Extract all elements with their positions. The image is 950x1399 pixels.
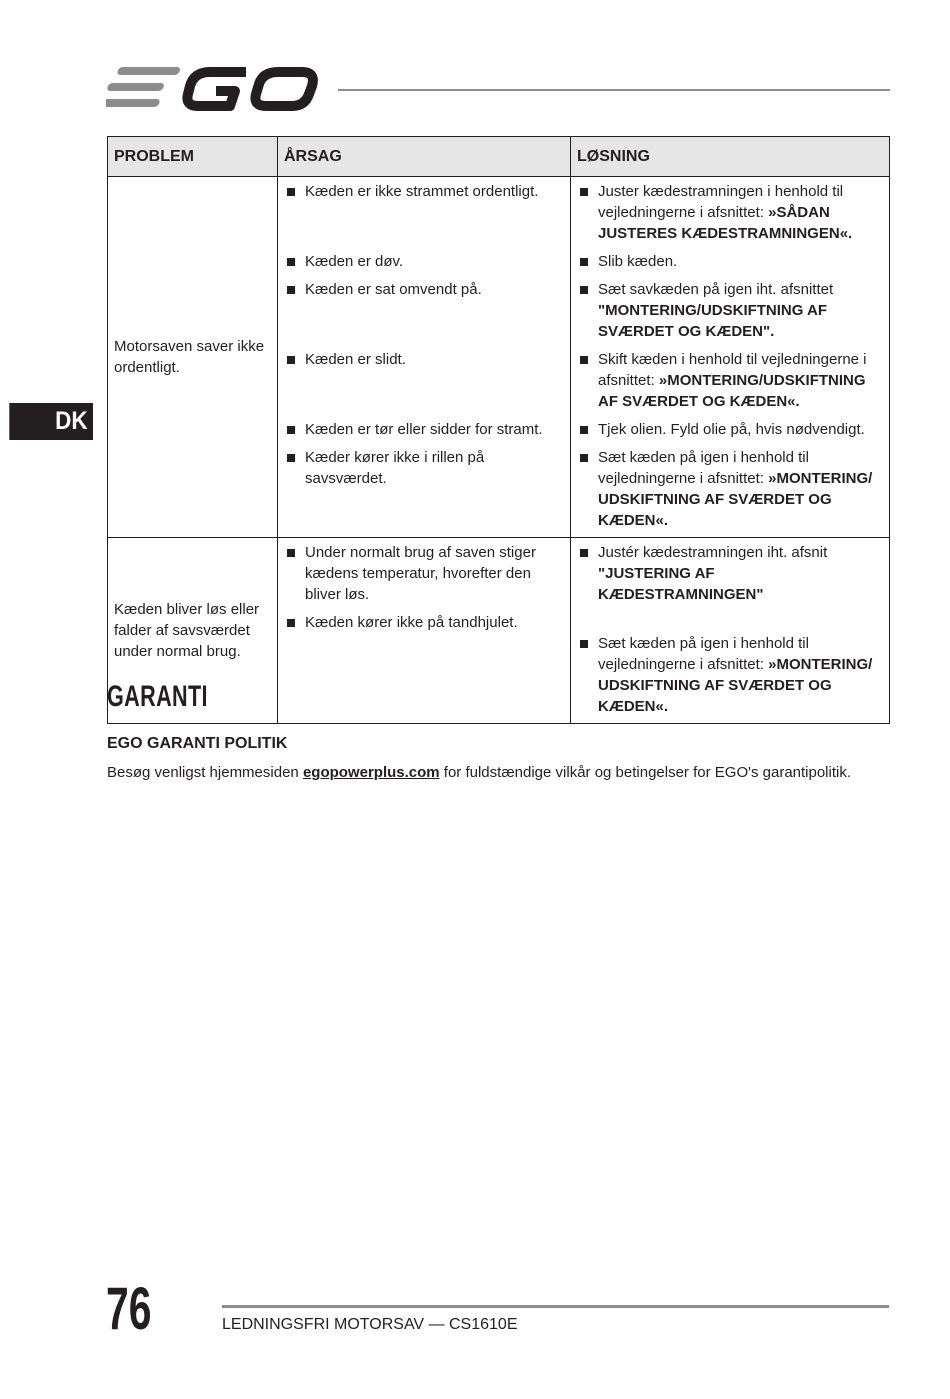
- cause-text: Kæden er sat omvendt på.: [305, 281, 482, 298]
- list-item: [278, 251, 570, 272]
- solution-reference: »MONTERING/UDSKIFTNING AF SVÆRDET OG KÆDEN«.: [598, 372, 866, 410]
- header-solution: LØSNING: [571, 137, 890, 177]
- solution-text: Sæt kæden på igen i henhold til vejledningerne i afsnittet:: [598, 449, 809, 487]
- bullet-icon: [287, 619, 295, 627]
- page-number: 76: [106, 1275, 152, 1342]
- website-link[interactable]: egopowerplus.com: [302, 764, 440, 781]
- bullet-icon: [287, 258, 295, 266]
- cause-text: Kæden er tør eller sidder for stramt.: [305, 421, 543, 438]
- bullet-icon: [287, 454, 295, 462]
- list-item: [571, 251, 889, 272]
- solution-reference: "JUSTERING AF KÆDESTRAMNINGEN": [598, 565, 764, 603]
- cause-text: Kæden er døv.: [305, 253, 404, 270]
- cause-text: Kæder kører ikke i rillen på savsværdet.: [305, 449, 485, 487]
- bullet-icon: [580, 258, 588, 266]
- list-item: [571, 349, 889, 412]
- policy-paragraph: [107, 764, 851, 781]
- list-item: [278, 419, 570, 440]
- footer-rule: [222, 1305, 889, 1308]
- cause-text: Kæden er ikke strammet ordentligt.: [305, 183, 539, 200]
- list-item: [571, 633, 889, 717]
- solution-text: Tjek olien. Fyld olie på, hvis nødvendigt.: [598, 421, 865, 438]
- subsection-title: EGO GARANTI POLITIK: [107, 735, 288, 752]
- solution-text: Sæt kæden på igen i henhold til vejledningerne i afsnittet:: [598, 635, 809, 673]
- solution-reference: »MONTERING/ UDSKIFTNING AF SVÆRDET OG KÆDEN«.: [598, 656, 873, 715]
- table-row: [108, 177, 890, 538]
- header-cause: ÅRSAG: [278, 137, 571, 177]
- problem-cell: Kæden bliver løs eller falder af savsværdet under normal brug.: [108, 538, 278, 724]
- footer-title: LEDNINGSFRI MOTORSAV — CS1610E: [222, 1316, 518, 1333]
- bullet-icon: [287, 549, 295, 557]
- header-problem: PROBLEM: [108, 137, 278, 177]
- troubleshooting-table: [107, 136, 890, 724]
- bullet-icon: [580, 188, 588, 196]
- cause-cell: [278, 177, 571, 538]
- list-item: [278, 349, 570, 370]
- solution-reference: "MONTERING/UDSKIFTNING AF SVÆRDET OG KÆDEN".: [598, 302, 828, 340]
- list-item: [571, 279, 889, 342]
- list-item: [571, 447, 889, 531]
- solution-reference: »SÅDAN JUSTERES KÆDESTRAMNINGEN«.: [598, 204, 853, 242]
- cause-text: Under normalt brug af saven stiger kædens temperatur, hvorefter den bliver løs.: [305, 544, 536, 603]
- bullet-icon: [580, 426, 588, 434]
- list-item: [278, 542, 570, 605]
- solution-text: Skift kæden i henhold til vejledningerne i afsnittet:: [598, 351, 867, 389]
- list-item: [278, 279, 570, 300]
- header-rule: [338, 89, 890, 91]
- solution-cell: [571, 177, 890, 538]
- solution-text: Justér kædestramningen iht. afsnit: [598, 544, 828, 561]
- language-tab: DK: [9, 403, 93, 440]
- bullet-icon: [287, 286, 295, 294]
- policy-text-after: for fuldstændige vilkår og betingelser for EGO's garantipolitik.: [439, 764, 852, 781]
- problem-cell: Motorsaven saver ikke ordentligt.: [108, 177, 278, 538]
- bullet-icon: [287, 426, 295, 434]
- solution-text: Sæt savkæden på igen iht. afsnittet: [598, 281, 834, 298]
- cause-text: Kæden er slidt.: [305, 351, 406, 368]
- ego-logo: [106, 64, 318, 114]
- list-item: [571, 419, 889, 440]
- cause-cell: [278, 538, 571, 724]
- bullet-icon: [287, 188, 295, 196]
- solution-reference: »MONTERING/ UDSKIFTNING AF SVÆRDET OG KÆDEN«.: [598, 470, 873, 529]
- solution-cell: [571, 538, 890, 724]
- bullet-icon: [580, 286, 588, 294]
- bullet-icon: [580, 356, 588, 364]
- solution-text: Slib kæden.: [598, 253, 678, 270]
- table-row: [108, 538, 890, 724]
- solution-text: Juster kædestramningen i henhold til vejledningerne i afsnittet:: [598, 183, 844, 221]
- cause-text: Kæden kører ikke på tandhjulet.: [305, 614, 518, 631]
- list-item: [278, 612, 570, 633]
- bullet-icon: [580, 549, 588, 557]
- bullet-icon: [287, 356, 295, 364]
- list-item: [571, 542, 889, 605]
- list-item: [278, 181, 570, 202]
- section-title: GARANTI: [107, 680, 208, 713]
- bullet-icon: [580, 640, 588, 648]
- bullet-icon: [580, 454, 588, 462]
- table-header-row: [108, 137, 890, 177]
- policy-text-before: Besøg venligst hjemmesiden: [107, 764, 303, 781]
- list-item: [571, 181, 889, 244]
- list-item: [278, 447, 570, 489]
